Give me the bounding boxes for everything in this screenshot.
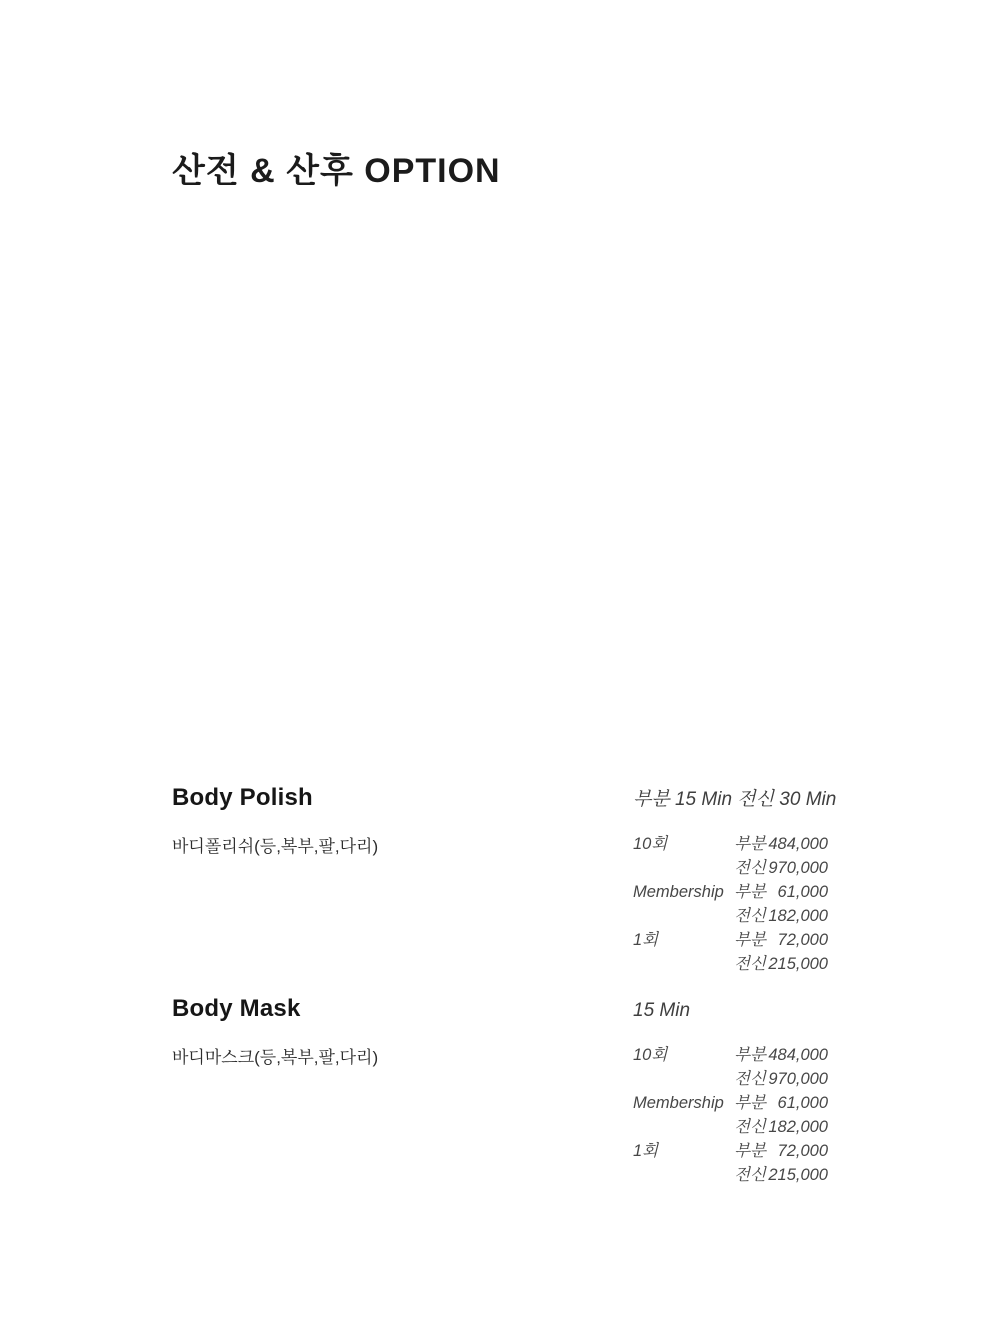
price-value: 484,000: [768, 1046, 828, 1064]
section-heading-row: [172, 784, 837, 812]
section-body-polish: [172, 784, 837, 976]
price-line: [633, 1139, 828, 1163]
scope-label: 전신: [734, 1070, 766, 1088]
scope-label: 전신: [734, 1166, 766, 1184]
price-value: 182,000: [768, 1118, 828, 1136]
scope-label: 부분: [734, 883, 766, 901]
plan-label: Membership: [633, 1094, 724, 1112]
price-line: [633, 1115, 828, 1139]
price-value: 484,000: [768, 835, 828, 853]
scope-label: 부분: [734, 1142, 766, 1160]
scope-label: 전신: [734, 955, 766, 973]
service-item-name: 바디폴리쉬(등,복부,팔,다리): [172, 837, 379, 856]
service-duration: 15 Min: [633, 1000, 691, 1021]
scope-label: 부분: [734, 1094, 766, 1112]
plan-label: [633, 904, 733, 928]
price-line: [633, 880, 828, 904]
plan-label: 1회: [633, 931, 659, 949]
plan-label: 1회: [633, 1142, 659, 1160]
price-block: [633, 1043, 828, 1187]
section-heading-row: [172, 995, 828, 1023]
plan-label: Membership: [633, 883, 724, 901]
section-content-row: [172, 1043, 828, 1187]
price-line: [633, 856, 828, 880]
plan-label: 10회: [633, 835, 668, 853]
section-body-mask: [172, 995, 828, 1187]
service-name: Body Mask: [172, 995, 301, 1022]
plan-label: [633, 856, 733, 880]
price-line: [633, 1091, 828, 1115]
price-value: 215,000: [768, 1166, 828, 1184]
price-line: [633, 928, 828, 952]
price-line: [633, 1043, 828, 1067]
price-block: [633, 832, 828, 976]
price-line: [633, 952, 828, 976]
scope-label: 전신: [734, 859, 766, 877]
price-line: [633, 1067, 828, 1091]
scope-label: 부분: [734, 931, 766, 949]
page-title: 산전 & 산후 OPTION: [172, 152, 501, 190]
price-value: 215,000: [768, 955, 828, 973]
price-value: 970,000: [768, 1070, 828, 1088]
plan-label: [633, 1163, 733, 1187]
service-item-name: 바디마스크(등,복부,팔,다리): [172, 1048, 379, 1067]
plan-label: 10회: [633, 1046, 668, 1064]
service-name: Body Polish: [172, 784, 313, 811]
price-value: 970,000: [768, 859, 828, 877]
price-value: 182,000: [768, 907, 828, 925]
service-duration: 부분 15 Min 전신 30 Min: [633, 789, 837, 810]
price-value: 61,000: [777, 883, 828, 901]
plan-label: [633, 952, 733, 976]
scope-label: 전신: [734, 907, 766, 925]
plan-label: [633, 1115, 733, 1139]
price-value: 61,000: [777, 1094, 828, 1112]
scope-label: 부분: [734, 1046, 766, 1064]
price-value: 72,000: [777, 931, 828, 949]
price-line: [633, 904, 828, 928]
scope-label: 전신: [734, 1118, 766, 1136]
price-line: [633, 1163, 828, 1187]
scope-label: 부분: [734, 835, 766, 853]
price-value: 72,000: [777, 1142, 828, 1160]
plan-label: [633, 1067, 733, 1091]
price-line: [633, 832, 828, 856]
section-content-row: [172, 832, 828, 976]
